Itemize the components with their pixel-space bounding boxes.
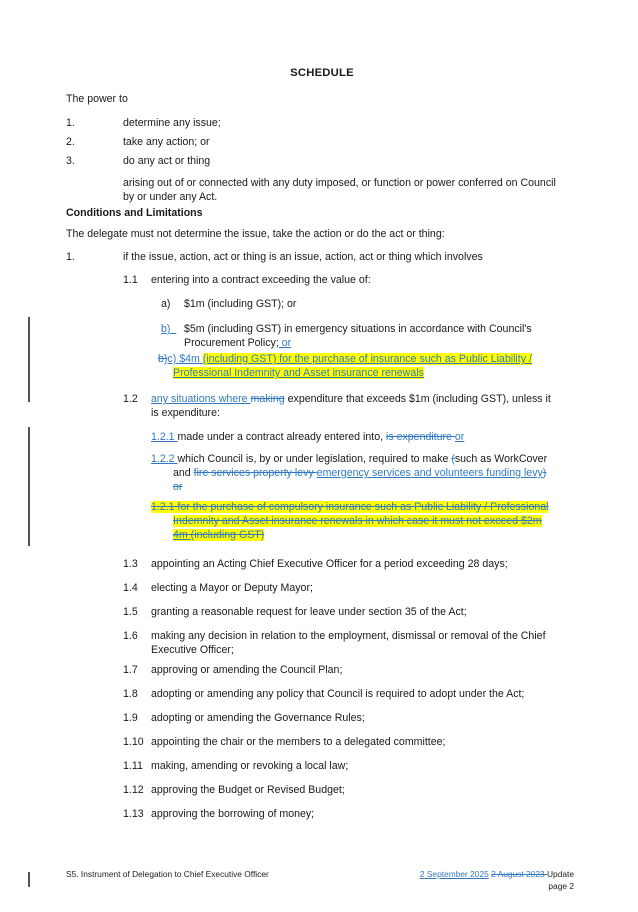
- text-line: [151, 581, 578, 595]
- text-line: [123, 154, 578, 168]
- text-run: do any act or thing: [123, 155, 211, 167]
- text-run: which Council is, by or under legislation, required to make: [177, 453, 452, 465]
- list-marker: 1.8: [123, 688, 138, 700]
- text-run: SCHEDULE: [290, 67, 354, 79]
- list-marker: 1.7: [123, 664, 138, 676]
- text-line: [151, 735, 578, 749]
- doc-paragraph: [66, 227, 578, 241]
- change-bar: [28, 872, 30, 887]
- text-line: [184, 297, 578, 311]
- document-body: [66, 66, 578, 821]
- text-line: [151, 605, 578, 619]
- text-run: appointing an Acting Chief Executive Officer for a period exceeding 28 days;: [151, 558, 508, 570]
- deleted-text: Indemnity and Asset insurance renewals in which case it must not exceed $2m: [173, 515, 542, 527]
- text-run: $5m (including GST) in emergency situations in accordance with Council's: [184, 323, 532, 335]
- text-line: [151, 273, 578, 287]
- list-marker: 1.1: [123, 274, 138, 286]
- list-item-1.12: [66, 783, 578, 797]
- text-line: [151, 783, 578, 797]
- inserted-text: or: [278, 337, 292, 349]
- text-line: [158, 352, 578, 366]
- text-line: [173, 528, 578, 542]
- text-run: expenditure that exceeds $1m (including GST), unless it: [284, 393, 551, 405]
- list-marker: 2.: [66, 136, 75, 148]
- list-marker: 1.10: [123, 736, 144, 748]
- text-run: making, amending or revoking a local law;: [151, 760, 349, 772]
- deleted-text: (including GST): [190, 529, 265, 541]
- footer-document-title: S5. Instrument of Delegation to Chief Executive Officer: [66, 869, 269, 879]
- text-run: determine any issue;: [123, 117, 221, 129]
- text-run: Executive Officer;: [151, 644, 234, 656]
- text-line: [151, 807, 578, 821]
- text-line: [123, 190, 578, 204]
- text-line: [123, 116, 578, 130]
- deleted-text: 1.2.1 for the purchase of compulsory insurance such as Public Liability / Professional: [151, 501, 549, 513]
- text-line: [123, 176, 578, 190]
- list-item-3.: [66, 154, 578, 168]
- list-marker: b): [161, 323, 177, 335]
- inserted-text: 1.2.1: [151, 431, 178, 443]
- text-line: [66, 66, 578, 80]
- list-marker: 1.12: [123, 784, 144, 796]
- list-item-b: [66, 322, 578, 350]
- list-item-1.6: [66, 629, 578, 657]
- text-run: is expenditure:: [151, 407, 220, 419]
- inserted-text: emergency services and volunteers funding levy: [316, 467, 543, 479]
- list-marker: 3.: [66, 155, 75, 167]
- text-run: granting a reasonable request for leave under section 35 of the Act;: [151, 606, 467, 618]
- text-line: [66, 206, 578, 220]
- list-marker: 1.11: [123, 760, 143, 772]
- inserted-text: any situations where: [151, 393, 251, 405]
- list-marker: 1.13: [123, 808, 144, 820]
- inserted-text: or: [454, 431, 465, 443]
- text-line: [184, 336, 578, 350]
- deleted-text: fire services property levy: [193, 467, 317, 479]
- text-run: Conditions and Limitations: [66, 207, 203, 219]
- deleted-text: ): [542, 467, 547, 479]
- doc-paragraph: [66, 92, 578, 106]
- text-run: if the issue, action, act or thing is an issue, action, act or thing which involves: [123, 251, 483, 263]
- text-line: [173, 514, 578, 528]
- list-marker: 1.6: [123, 630, 138, 642]
- text-run: The delegate must not determine the issue, take the action or do the act or thing:: [66, 228, 445, 240]
- text-run: making any decision in relation to the employment, dismissal or removal of the Chief: [151, 630, 546, 642]
- text-run: approving the borrowing of money;: [151, 808, 315, 820]
- list-item-1.13: [66, 807, 578, 821]
- list-item-1.8: [66, 687, 578, 701]
- text-line: [66, 92, 578, 106]
- text-line: [151, 557, 578, 571]
- list-item-1.9: [66, 711, 578, 725]
- inserted-text: 2 September 2025: [419, 869, 489, 879]
- inserted-text: (including GST) for the purchase of insurance such as Public Liability /: [202, 353, 532, 365]
- text-run: $1m (including GST); or: [184, 298, 297, 310]
- list-marker: 1.2: [123, 393, 138, 405]
- change-bar: [28, 427, 30, 546]
- text-run: appointing the chair or the members to a delegated committee;: [151, 736, 446, 748]
- list-item-1.1: [66, 273, 578, 287]
- doc-paragraph: [66, 452, 578, 494]
- deleted-text: or: [173, 481, 183, 493]
- text-line: [151, 759, 578, 773]
- inserted-text: 1.2.2: [151, 453, 178, 465]
- deleted-text: b): [158, 353, 168, 365]
- text-line: [151, 406, 578, 420]
- list-item-1.4: [66, 581, 578, 595]
- text-line: [151, 687, 578, 701]
- text-line: [173, 366, 578, 380]
- text-run: arising out of or connected with any duty imposed, or function or power conferred on Council: [123, 177, 556, 189]
- text-line: [151, 711, 578, 725]
- text-line: [184, 322, 578, 336]
- deleted-text: making: [250, 393, 285, 405]
- text-run: electing a Mayor or Deputy Mayor;: [151, 582, 313, 594]
- text-line: [66, 227, 578, 241]
- text-line: [151, 643, 578, 657]
- text-run: by or under any Act.: [123, 191, 218, 203]
- list-item-1.: [66, 116, 578, 130]
- list-marker: 1.9: [123, 712, 138, 724]
- text-line: [123, 135, 578, 149]
- doc-paragraph: [66, 430, 578, 444]
- list-item-1.5: [66, 605, 578, 619]
- text-line: [173, 466, 578, 480]
- text-line: [151, 629, 578, 643]
- list-item-1.3: [66, 557, 578, 571]
- text-line: [151, 663, 578, 677]
- page-title: [66, 66, 578, 80]
- text-run: such as WorkCover: [454, 453, 548, 465]
- inserted-deleted-text: 4m: [173, 529, 191, 541]
- deleted-text: (: [451, 453, 455, 465]
- text-line: [123, 250, 578, 264]
- doc-paragraph: [66, 176, 578, 204]
- text-line: [173, 480, 578, 494]
- deleted-text: 2 August 2023: [491, 869, 547, 879]
- deleted-text: is expenditure: [386, 431, 455, 443]
- list-marker: 1.4: [123, 582, 138, 594]
- text-line: [151, 392, 578, 406]
- change-bar: [28, 317, 30, 402]
- text-run: The power to: [66, 93, 128, 105]
- list-item-2.: [66, 135, 578, 149]
- text-run: and: [173, 467, 194, 479]
- list-marker: 1.5: [123, 606, 138, 618]
- section-heading: [66, 206, 578, 220]
- list-marker: 1.3: [123, 558, 138, 570]
- text-line: [151, 452, 578, 466]
- text-run: adopting or amending any policy that Council is required to adopt under the Act;: [151, 688, 525, 700]
- text-run: made under a contract already entered into,: [177, 431, 386, 443]
- list-item-a: [66, 297, 578, 311]
- inserted-text: Professional Indemnity and Asset insurance renewals: [173, 367, 424, 379]
- text-run: approving the Budget or Revised Budget;: [151, 784, 345, 796]
- list-marker: 1.: [66, 251, 75, 263]
- footer-revision-dates: [420, 869, 574, 879]
- text-line: [151, 500, 578, 514]
- footer-page-number: page 2: [548, 881, 574, 891]
- list-item-1.10: [66, 735, 578, 749]
- doc-paragraph: [66, 500, 578, 542]
- text-run: take any action; or: [123, 136, 210, 148]
- list-item-1.2: [66, 392, 578, 420]
- list-marker: a): [161, 298, 171, 310]
- text-run: Procurement Policy;: [184, 337, 279, 349]
- list-item-1.: [66, 250, 578, 264]
- text-run: approving or amending the Council Plan;: [151, 664, 343, 676]
- list-item-1.11: [66, 759, 578, 773]
- list-item-1.7: [66, 663, 578, 677]
- text-line: [151, 430, 578, 444]
- doc-paragraph: [66, 352, 578, 380]
- text-run: Update: [546, 869, 574, 879]
- list-marker: 1.: [66, 117, 75, 129]
- inserted-text: c) $4m: [167, 353, 203, 365]
- text-run: entering into a contract exceeding the value of:: [151, 274, 371, 286]
- text-run: adopting or amending the Governance Rules;: [151, 712, 365, 724]
